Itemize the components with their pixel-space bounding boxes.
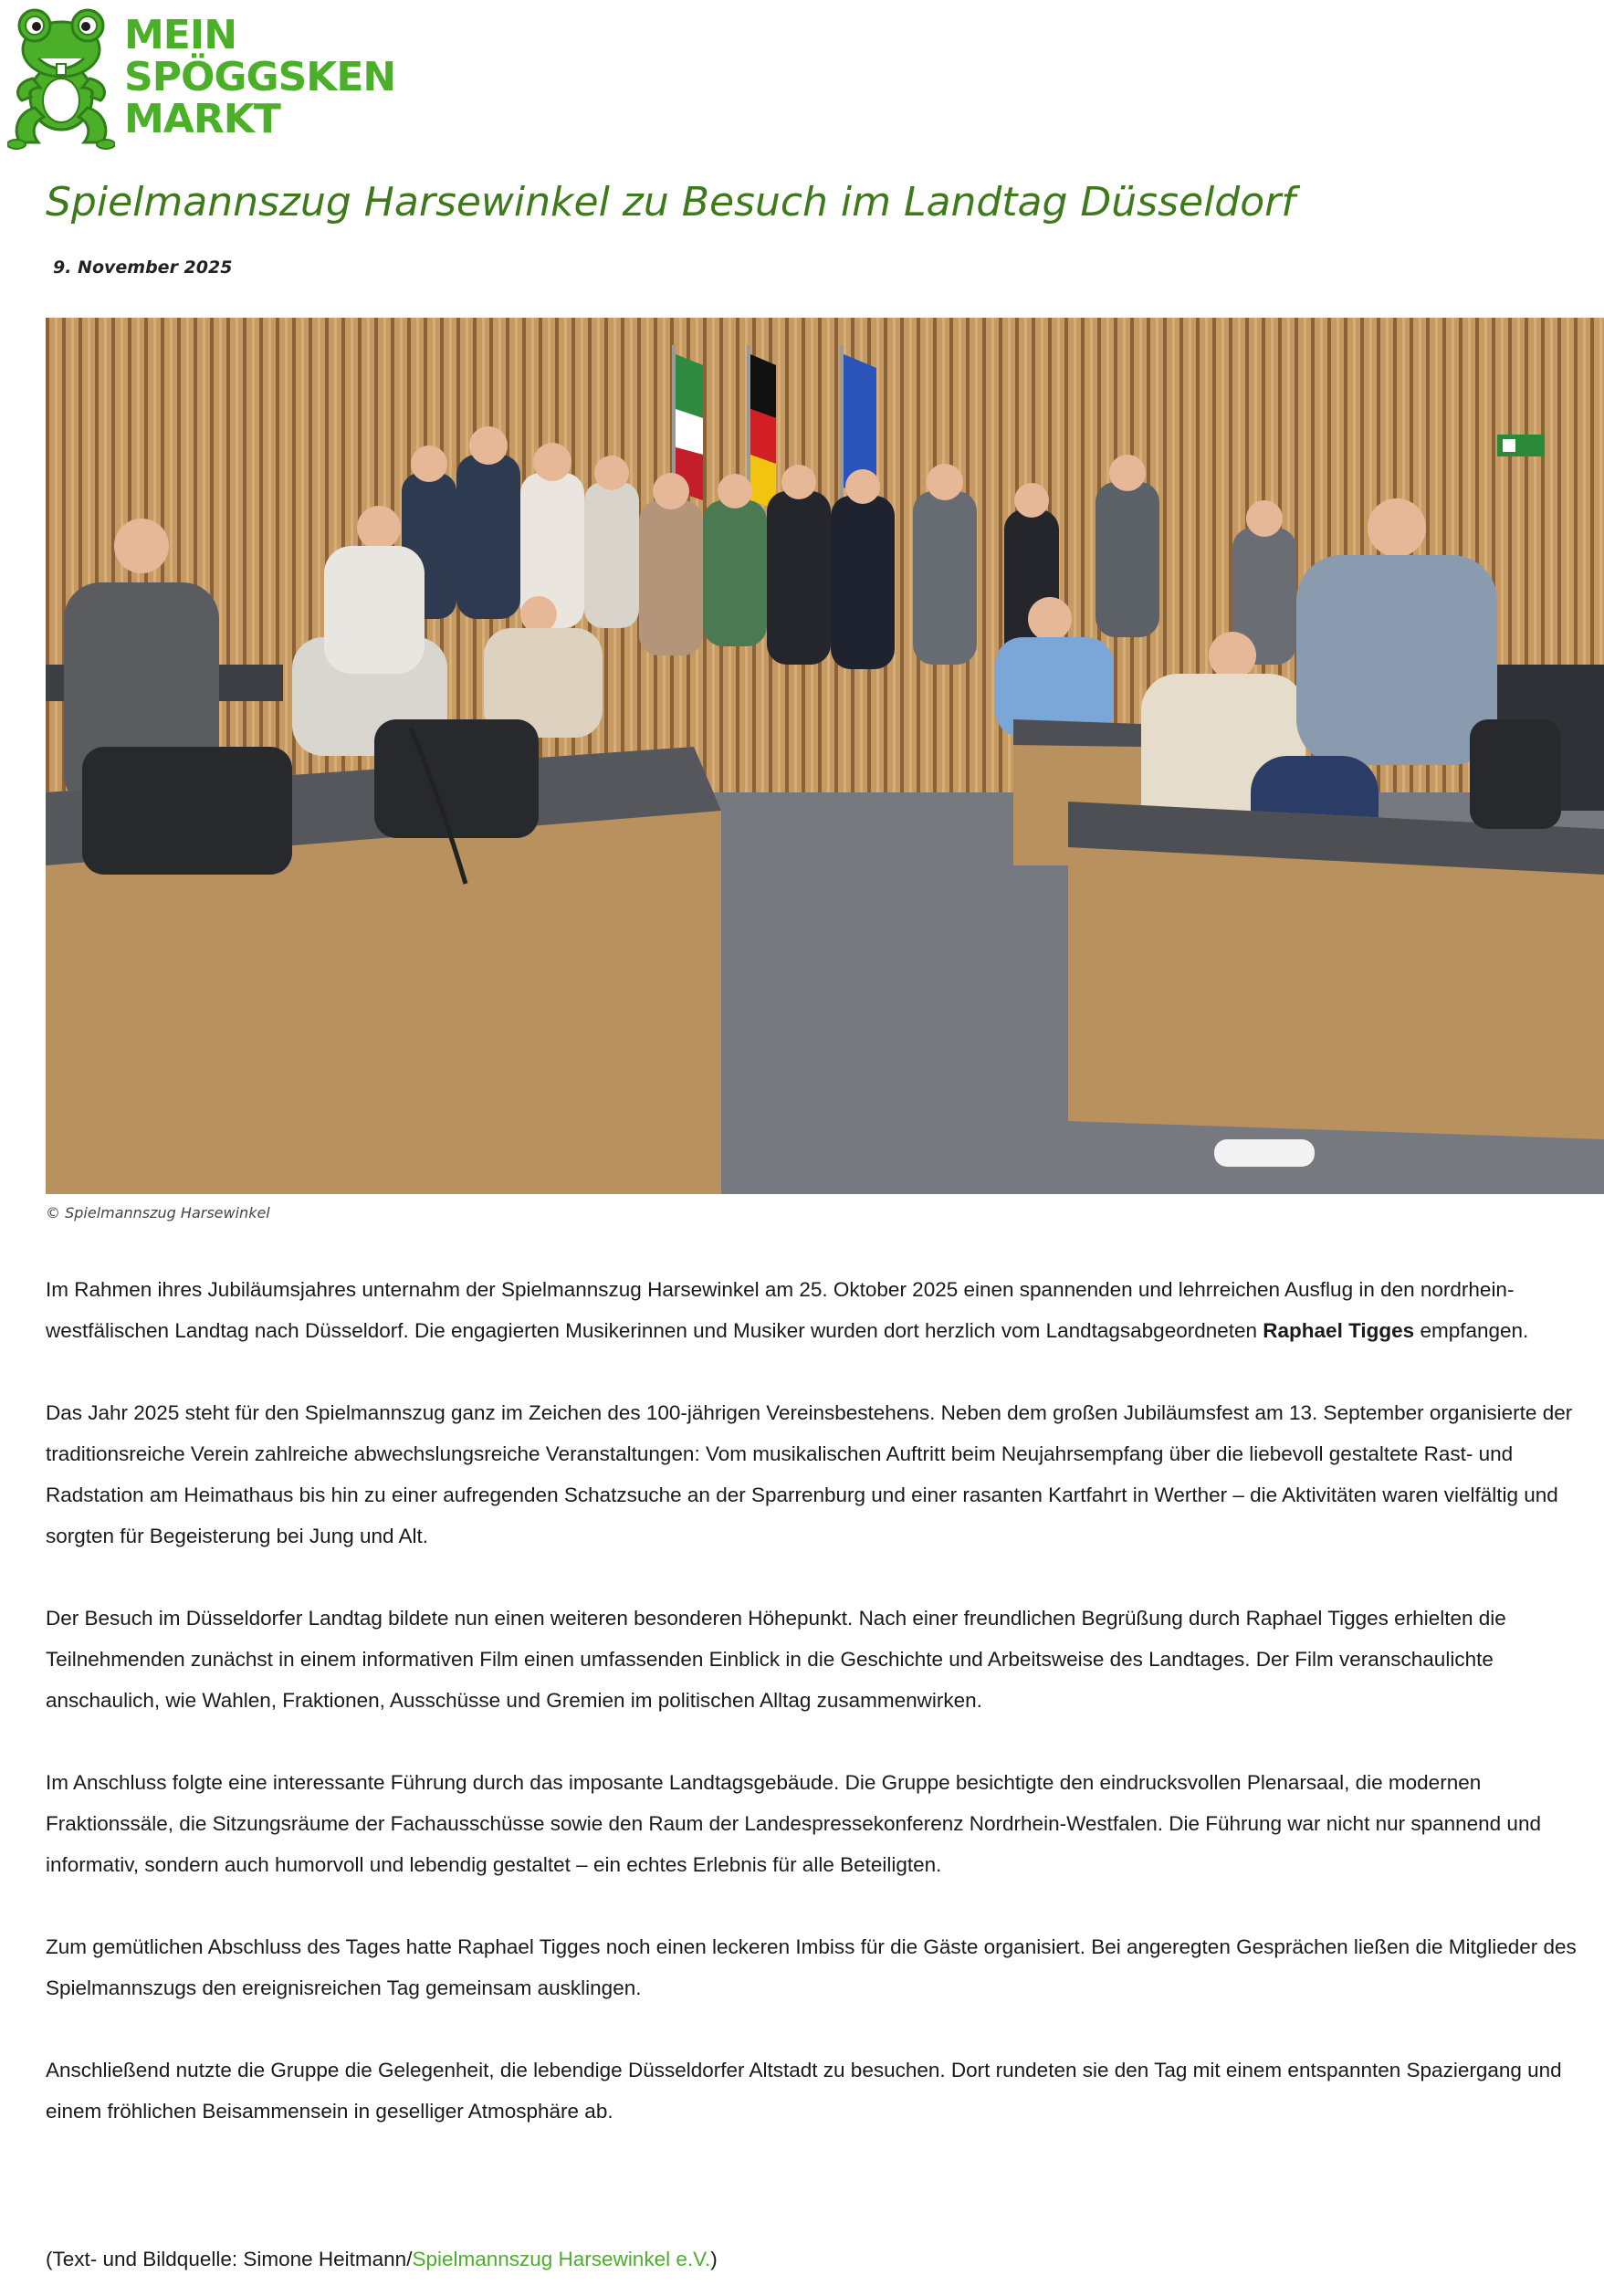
article-date: 9. November 2025 [53, 257, 233, 278]
article-title: Spielmannszug Harsewinkel zu Besuch im Landtag Düsseldorf [46, 179, 1295, 225]
logo-line-2: SPÖGGSKEN [124, 54, 396, 100]
article-paragraph-4: Im Anschluss folgte eine interessante Führung durch das imposante Landtagsgebäude. Die Gruppe besichtigte den eindrucksvollen Plenarsaal, die modernen Fraktionssäle, die Sitzungsräume der Fachausschüsse sowie den Raum der Landespressekonferenz Nordrhein-Westfalen. Die Führung war nicht nur spannend und informativ, sondern auch humorvoll und lebendig gestaltet – ein echtes Erlebnis für alle Beteiligten. [46, 1771, 1541, 1876]
article-paragraph-1 [46, 1269, 1588, 1351]
article-body [46, 1269, 1588, 2173]
photo-caption: © Spielmannszug Harsewinkel [46, 1204, 270, 1221]
highlighted-name: Raphael Tigges [1263, 1319, 1415, 1342]
article-paragraph-6: Anschließend nutzte die Gruppe die Gelegenheit, die lebendige Düsseldorfer Altstadt zu besuchen. Dort rundeten sie den Tag mit einem entspannten Spaziergang und einem fröhlichen Beisammensein in geselliger Atmosphäre ab. [46, 2059, 1562, 2123]
paragraph-text: Im Rahmen ihres Jubiläumsjahres unternahm der Spielmannszug Harsewinkel am 25. Oktober 2025 einen spannenden und lehrreichen Ausflug in den nordrhein-westfälischen Landtag nach Düsseldorf. Die engagierten Musikerinnen und Musiker wurden dort herzlich vom Landtagsabgeordneten [46, 1278, 1515, 1342]
source-link[interactable]: Spielmannszug Harsewinkel e.V. [412, 2248, 711, 2270]
article-photo[interactable] [46, 318, 1604, 1194]
logo-line-3: MARKT [124, 96, 280, 142]
source-suffix: ) [710, 2248, 718, 2270]
paragraph-text: empfangen. [1414, 1319, 1529, 1342]
logo-line-1: MEIN [124, 12, 237, 58]
article-paragraph-5: Zum gemütlichen Abschluss des Tages hatte Raphael Tigges noch einen leckeren Imbiss für die Gäste organisiert. Bei angeregten Gesprächen ließen die Mitglieder des Spielmannszugs den ereignisreichen Tag gemeinsam ausklingen. [46, 1935, 1577, 1999]
logo-wordmark [124, 12, 396, 142]
source-credit [46, 2248, 718, 2271]
group-photo-illustration [46, 318, 1604, 1194]
site-logo[interactable] [7, 5, 436, 152]
article-paragraph-2: Das Jahr 2025 steht für den Spielmannszug ganz im Zeichen des 100-jährigen Vereinsbestehens. Neben dem großen Jubiläumsfest am 13. September organisierte der traditionsreiche Verein zahlreiche abwechslungsreiche Veranstaltungen: Vom musikalischen Auftritt beim Neujahrsempfang über die liebevoll gestaltete Rast- und Radstation am Heimathaus bis hin zu einer aufregenden Schatzsuche an der Sparrenburg und einer rasanten Kartfahrt in Werther – die Aktivitäten waren vielfältig und sorgten für Begeisterung bei Jung und Alt. [46, 1401, 1573, 1547]
source-prefix: (Text- und Bildquelle: Simone Heitmann/ [46, 2248, 413, 2270]
article-paragraph-3: Der Besuch im Düsseldorfer Landtag bildete nun einen weiteren besonderen Höhepunkt. Nach einer freundlichen Begrüßung durch Raphael Tigges erhielten die Teilnehmenden zunächst in einem informativen Film einen umfassenden Einblick in die Geschichte und Arbeitsweise des Landtages. Der Film veranschaulichte anschaulich, wie Wahlen, Fraktionen, Ausschüsse und Gremien im politischen Alltag zusammenwirken. [46, 1607, 1506, 1712]
frog-icon [7, 5, 115, 152]
